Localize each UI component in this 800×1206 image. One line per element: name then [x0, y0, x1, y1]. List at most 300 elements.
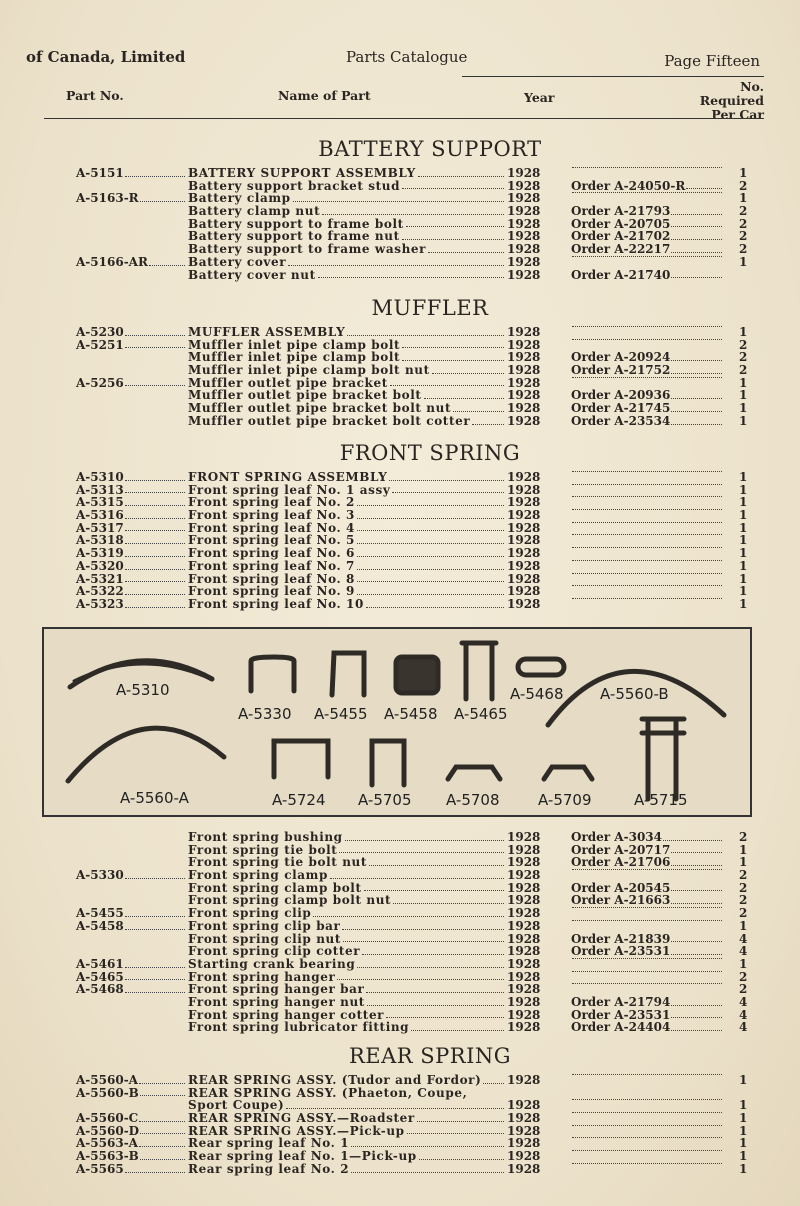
- part-number: [76, 192, 186, 205]
- section-title: MUFFLER: [371, 296, 489, 320]
- part-number: [76, 585, 186, 598]
- part-year: 1928: [507, 254, 541, 269]
- part-row: [0, 983, 800, 996]
- part-name-text: Starting crank bearing: [188, 956, 356, 971]
- order-ref-text: Order A-23531: [571, 944, 671, 959]
- order-ref-text: Order A-21794: [571, 994, 671, 1009]
- fig-label-a5724: A-5724: [272, 791, 326, 809]
- part-row: [0, 1112, 800, 1125]
- order-ref: [571, 920, 723, 924]
- part-row: [0, 945, 800, 958]
- part-name: [188, 269, 506, 282]
- part-number: [76, 471, 186, 484]
- part-row: [0, 831, 800, 844]
- part-row: [0, 844, 800, 857]
- part-number: [76, 1112, 186, 1125]
- order-ref: [571, 945, 723, 958]
- part-year: 1928: [507, 994, 541, 1009]
- part-number-text: A-5455: [76, 906, 124, 921]
- quantity: 1: [739, 254, 748, 269]
- col-required-line1: No.: [740, 79, 764, 94]
- col-year: Year: [524, 90, 555, 105]
- part-name: [188, 945, 506, 958]
- part-year: 1928: [507, 855, 541, 870]
- quantity: 2: [739, 337, 748, 352]
- part-name-text: Battery support to frame bolt: [188, 216, 404, 231]
- part-number-text: A-5251: [76, 337, 124, 352]
- part-year: 1928: [507, 1161, 541, 1176]
- part-year: 1928: [507, 868, 541, 883]
- fig-label-a5560a: A-5560-A: [120, 789, 189, 807]
- quantity: 2: [739, 880, 748, 895]
- part-year: 1928: [507, 893, 541, 908]
- section-rear-spring: [0, 1044, 800, 1176]
- fig-label-a5310: A-5310: [116, 681, 170, 699]
- part-year: 1928: [507, 375, 541, 390]
- order-ref-text: Order A-22217: [571, 242, 671, 257]
- part-year: 1928: [507, 1136, 541, 1151]
- column-headers: [66, 79, 764, 122]
- quantity: 1: [739, 1123, 748, 1138]
- page-number: Page Fifteen: [664, 52, 760, 70]
- order-ref: [571, 402, 723, 415]
- part-number-text: A-5313: [76, 482, 124, 497]
- part-name: [188, 547, 506, 560]
- part-name-text: Front spring leaf No. 1 assy: [188, 482, 391, 497]
- order-ref: [571, 573, 723, 577]
- part-row: [0, 933, 800, 946]
- quantity: 1: [739, 1149, 748, 1164]
- part-row: [0, 1163, 800, 1176]
- column-rule: [44, 118, 764, 119]
- part-number-text: A-5560-C: [76, 1111, 139, 1126]
- order-ref: [571, 522, 723, 526]
- part-name-text: Front spring leaf No. 6: [188, 546, 355, 561]
- order-ref-text: Order A-21663: [571, 893, 671, 908]
- quantity: 1: [739, 1161, 748, 1176]
- part-name-text: Rear spring leaf No. 1: [188, 1136, 350, 1151]
- part-year: 1928: [507, 944, 541, 959]
- order-ref-text: Order A-24404: [571, 1020, 671, 1035]
- part-name-text: Front spring leaf No. 4: [188, 520, 355, 535]
- order-ref: [571, 1074, 723, 1078]
- quantity: 2: [739, 216, 748, 231]
- part-number: [76, 509, 186, 522]
- part-number-text: A-5458: [76, 918, 124, 933]
- part-row: [0, 364, 800, 377]
- order-ref: [571, 971, 723, 975]
- part-name-text: Front spring clip cotter: [188, 944, 361, 959]
- quantity: 1: [739, 558, 748, 573]
- part-number: [76, 256, 186, 269]
- part-row: [0, 167, 800, 180]
- part-number: [76, 167, 186, 180]
- part-name: [188, 585, 506, 598]
- part-year: 1928: [507, 918, 541, 933]
- part-name: [188, 598, 506, 611]
- part-number-text: A-5563-A: [76, 1136, 138, 1151]
- part-name-text: Sport Coupe): [188, 1098, 285, 1113]
- quantity: 4: [739, 931, 748, 946]
- part-name-text: Front spring clip nut: [188, 931, 341, 946]
- part-name-text: Muffler outlet pipe bracket: [188, 375, 388, 390]
- part-name: [188, 167, 506, 180]
- part-name-text: Front spring leaf No. 9: [188, 584, 355, 599]
- quantity: 2: [739, 893, 748, 908]
- part-name-text: FRONT SPRING ASSEMBLY: [188, 470, 388, 484]
- part-year: 1928: [507, 166, 541, 180]
- part-year: 1928: [507, 520, 541, 535]
- quantity: 4: [739, 1007, 748, 1022]
- fig-label-a5708: A-5708: [446, 791, 500, 809]
- order-ref-text: Order A-3034: [571, 830, 662, 844]
- part-year: 1928: [507, 880, 541, 895]
- part-year: 1928: [507, 1007, 541, 1022]
- part-year: 1928: [507, 508, 541, 523]
- part-year: 1928: [507, 242, 541, 257]
- part-name-text: Battery support to frame nut: [188, 229, 400, 244]
- part-year: 1928: [507, 495, 541, 510]
- order-ref: [571, 509, 723, 513]
- part-name-text: Front spring hanger nut: [188, 994, 365, 1009]
- part-name-text: REAR SPRING ASSY.—Roadster: [188, 1111, 415, 1126]
- quantity: 2: [739, 242, 748, 257]
- order-ref: [571, 869, 723, 873]
- part-row: [0, 958, 800, 971]
- quantity: 1: [739, 508, 748, 523]
- order-ref-text: Order A-20717: [571, 842, 671, 857]
- part-name-text: Rear spring leaf No. 1—Pick-up: [188, 1149, 417, 1164]
- part-name-text: Front spring clamp: [188, 868, 328, 883]
- part-year: 1928: [507, 596, 541, 611]
- order-ref: [571, 983, 723, 987]
- part-year: 1928: [507, 558, 541, 573]
- order-ref: [571, 1163, 723, 1167]
- part-name-text: Battery support bracket stud: [188, 178, 401, 193]
- part-row: [0, 402, 800, 415]
- part-name: [188, 364, 506, 377]
- fig-label-a5705: A-5705: [358, 791, 412, 809]
- order-ref: [571, 958, 723, 962]
- part-name: [188, 471, 506, 484]
- part-name: [188, 402, 506, 415]
- quantity: 1: [739, 918, 748, 933]
- order-ref: [571, 364, 723, 377]
- quantity: 4: [739, 1020, 748, 1035]
- part-row: [0, 192, 800, 205]
- quantity: 1: [739, 546, 748, 561]
- part-row: [0, 471, 800, 484]
- part-name: [188, 205, 506, 218]
- part-name-text: Front spring leaf No. 3: [188, 508, 355, 523]
- order-ref: [571, 180, 723, 193]
- section-battery-support: [0, 137, 800, 281]
- order-ref: [571, 256, 723, 260]
- part-row: [0, 243, 800, 256]
- part-number-text: A-5310: [76, 470, 124, 484]
- part-number: [76, 1074, 186, 1087]
- quantity: 1: [739, 401, 748, 416]
- parts-illustration: [42, 627, 752, 817]
- order-ref: [571, 1137, 723, 1141]
- order-ref: [571, 894, 723, 907]
- col-required-line2: Required: [699, 93, 764, 108]
- part-name-text: Muffler outlet pipe bracket bolt nut: [188, 401, 452, 416]
- part-row: [0, 1021, 800, 1034]
- order-ref-text: Order A-21706: [571, 855, 671, 870]
- quantity: 1: [739, 855, 748, 870]
- company-name: of Canada, Limited: [26, 48, 186, 66]
- quantity: 2: [739, 906, 748, 921]
- order-ref: [571, 547, 723, 551]
- part-name-text: Front spring clip: [188, 906, 312, 921]
- part-name-text: Rear spring leaf No. 2: [188, 1161, 350, 1176]
- part-row: [0, 218, 800, 231]
- quantity: 1: [739, 842, 748, 857]
- part-name-text: Front spring leaf No. 2: [188, 495, 355, 510]
- quantity: 1: [739, 388, 748, 403]
- order-ref: [571, 996, 723, 1009]
- part-year: 1928: [507, 191, 541, 206]
- part-name: [188, 243, 506, 256]
- fig-label-a5458: A-5458: [384, 705, 438, 723]
- part-year: 1928: [507, 1098, 541, 1113]
- section-muffler: [0, 296, 800, 428]
- order-ref-text: Order A-21793: [571, 204, 671, 219]
- part-number: [76, 1150, 186, 1163]
- part-number-text: A-5560-A: [76, 1073, 138, 1087]
- part-number: [76, 377, 186, 390]
- part-number-text: A-5151: [76, 166, 124, 180]
- part-name-text: MUFFLER ASSEMBLY: [188, 325, 346, 339]
- order-ref: [571, 534, 723, 538]
- part-year: 1928: [507, 337, 541, 352]
- part-year: 1928: [507, 584, 541, 599]
- part-name-text: Front spring tie bolt: [188, 842, 338, 857]
- order-ref: [571, 243, 723, 256]
- part-name: [188, 326, 506, 339]
- quantity: 1: [739, 520, 748, 535]
- order-ref: [571, 598, 723, 602]
- order-ref: [571, 167, 723, 171]
- part-name-text: Front spring hanger cotter: [188, 1007, 385, 1022]
- section-front-spring-parts: [0, 831, 800, 1034]
- part-year: 1928: [507, 842, 541, 857]
- part-name-text: Front spring tie bolt nut: [188, 855, 367, 870]
- part-number-text: A-5565: [76, 1161, 124, 1176]
- fig-label-a5468: A-5468: [510, 685, 564, 703]
- quantity: 1: [739, 1111, 748, 1126]
- part-name: [188, 256, 506, 269]
- part-name-text: Battery clamp: [188, 191, 291, 206]
- part-number: [76, 907, 186, 920]
- order-ref-text: Order A-20924: [571, 350, 671, 365]
- part-number-text: A-5256: [76, 375, 124, 390]
- order-ref-text: Order A-21745: [571, 401, 671, 416]
- section-title: REAR SPRING: [348, 1044, 512, 1068]
- order-ref: [571, 1150, 723, 1154]
- quantity: 1: [739, 596, 748, 611]
- part-year: 1928: [507, 482, 541, 497]
- part-name: [188, 509, 506, 522]
- order-ref-text: Order A-24050-R: [571, 178, 686, 193]
- page-header: [26, 48, 760, 72]
- part-number-text: A-5321: [76, 571, 124, 586]
- part-number: [76, 983, 186, 996]
- part-number-text: A-5563-B: [76, 1149, 139, 1164]
- part-name-text: Front spring leaf No. 7: [188, 558, 355, 573]
- part-row: [0, 869, 800, 882]
- part-row: [0, 882, 800, 895]
- part-number: [76, 547, 186, 560]
- part-year: 1928: [507, 1149, 541, 1164]
- part-name-text: Front spring clamp bolt: [188, 880, 362, 895]
- part-number: [76, 958, 186, 971]
- part-year: 1928: [507, 350, 541, 365]
- part-year: 1928: [507, 533, 541, 548]
- part-row: [0, 907, 800, 920]
- quantity: 1: [739, 495, 748, 510]
- part-number-text: A-5330: [76, 868, 124, 883]
- part-number-text: A-5316: [76, 508, 124, 523]
- part-row: [0, 920, 800, 933]
- col-required-line3: Per Car: [711, 107, 764, 122]
- part-year: 1928: [507, 1111, 541, 1126]
- part-name-text: REAR SPRING ASSY. (Phaeton, Coupe,: [188, 1085, 468, 1100]
- part-year: 1928: [507, 363, 541, 378]
- part-number-text: A-5560-B: [76, 1085, 139, 1100]
- part-number: [76, 869, 186, 882]
- part-name-text: Front spring lubricator fitting: [188, 1020, 410, 1035]
- part-name-text: REAR SPRING ASSY. (Tudor and Fordor): [188, 1073, 482, 1087]
- part-name: [188, 831, 506, 844]
- part-number: [76, 1163, 186, 1176]
- part-year: 1928: [507, 178, 541, 193]
- order-ref: [571, 585, 723, 589]
- part-row: [0, 547, 800, 560]
- part-year: 1928: [507, 216, 541, 231]
- part-year: 1928: [507, 401, 541, 416]
- section-title: BATTERY SUPPORT: [318, 137, 542, 161]
- part-name-text: Battery cover: [188, 254, 287, 269]
- part-year: 1928: [507, 956, 541, 971]
- quantity: 1: [739, 956, 748, 971]
- fig-label-a5715: A-5715: [634, 791, 688, 809]
- section-title: FRONT SPRING: [339, 441, 521, 465]
- part-row: [0, 269, 800, 282]
- part-row: [0, 509, 800, 522]
- quantity: 1: [739, 413, 748, 428]
- order-ref: [571, 484, 723, 488]
- quantity: 1: [739, 1136, 748, 1151]
- order-ref: [571, 377, 723, 381]
- section-front-spring: [0, 441, 800, 611]
- part-row: [0, 339, 800, 352]
- part-name-text: Front spring clip bar: [188, 918, 341, 933]
- part-name-text: Front spring hanger: [188, 969, 336, 984]
- fig-label-a5330: A-5330: [238, 705, 292, 723]
- part-number: [76, 1087, 186, 1100]
- part-number-text: A-5465: [76, 969, 124, 984]
- order-ref: [571, 1112, 723, 1116]
- part-name-text: Front spring leaf No. 10: [188, 596, 364, 611]
- part-name: [188, 1150, 506, 1163]
- quantity: 1: [739, 1073, 748, 1087]
- order-ref-text: Order A-23531: [571, 1007, 671, 1022]
- header-rule: [462, 76, 764, 77]
- part-number: [76, 598, 186, 611]
- order-ref: [571, 192, 723, 196]
- part-row: [0, 560, 800, 573]
- part-year: 1928: [507, 388, 541, 403]
- order-ref: [571, 415, 723, 428]
- order-ref-text: Order A-23534: [571, 413, 671, 428]
- part-row: [0, 415, 800, 428]
- col-required: [700, 80, 764, 122]
- part-year: 1928: [507, 413, 541, 428]
- part-number: [76, 326, 186, 339]
- col-name: Name of Part: [278, 88, 371, 103]
- part-year: 1928: [507, 830, 541, 844]
- catalogue-title: Parts Catalogue: [346, 48, 468, 66]
- quantity: 2: [739, 982, 748, 997]
- quantity: 1: [739, 533, 748, 548]
- part-year: 1928: [507, 969, 541, 984]
- part-number-text: A-5468: [76, 982, 124, 997]
- order-ref: [571, 1021, 723, 1034]
- part-row: [0, 205, 800, 218]
- quantity: 2: [739, 363, 748, 378]
- fig-label-a5455: A-5455: [314, 705, 368, 723]
- part-year: 1928: [507, 325, 541, 339]
- part-number-text: A-5319: [76, 546, 124, 561]
- part-number: [76, 560, 186, 573]
- part-name: [188, 1021, 506, 1034]
- part-number-text: A-5461: [76, 956, 124, 971]
- part-number-text: A-5560-D: [76, 1123, 140, 1138]
- part-name-text: Front spring bushing: [188, 830, 343, 844]
- quantity: 1: [739, 584, 748, 599]
- part-name-text: Muffler inlet pipe clamp bolt: [188, 350, 401, 365]
- part-year: 1928: [507, 546, 541, 561]
- fig-label-a5560b: A-5560-B: [600, 685, 669, 703]
- part-name: [188, 996, 506, 1009]
- part-row: [0, 585, 800, 598]
- part-name: [188, 560, 506, 573]
- part-number-text: A-5166-AR: [76, 254, 148, 269]
- part-year: 1928: [507, 571, 541, 586]
- order-ref-text: Order A-21839: [571, 931, 671, 946]
- col-part-no: Part No.: [66, 88, 124, 103]
- quantity: 2: [739, 868, 748, 883]
- order-ref: [571, 1099, 723, 1103]
- quantity: 1: [739, 1098, 748, 1113]
- order-ref: [571, 907, 723, 911]
- quantity: 2: [739, 178, 748, 193]
- part-row: [0, 1074, 800, 1087]
- part-number-text: A-5317: [76, 520, 124, 535]
- part-name-text: Muffler outlet pipe bracket bolt cotter: [188, 413, 471, 428]
- quantity: 1: [739, 482, 748, 497]
- part-name: [188, 415, 506, 428]
- order-ref-text: Order A-20705: [571, 216, 671, 231]
- quantity: 1: [739, 470, 748, 484]
- part-name-text: Muffler outlet pipe bracket bolt: [188, 388, 422, 403]
- part-row: [0, 256, 800, 269]
- quantity: 1: [739, 325, 748, 339]
- order-ref: [571, 856, 723, 869]
- order-ref: [571, 339, 723, 343]
